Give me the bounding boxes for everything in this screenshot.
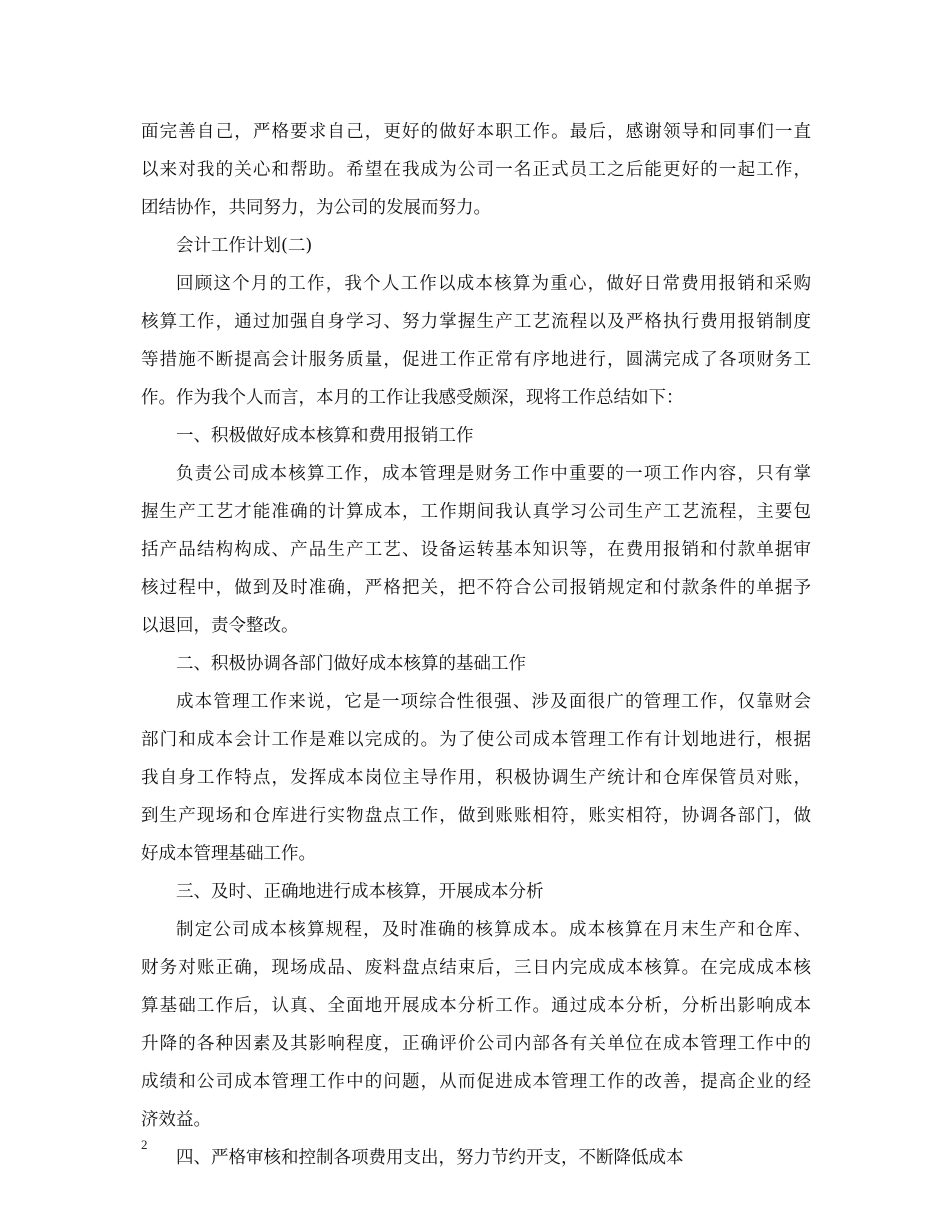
text-line: 好成本管理基础工作。: [141, 844, 316, 864]
text-line: 等措施不断提高会计服务质量，促进工作正常有序地进行，圆满完成了各项财务工: [141, 350, 811, 370]
text-line: 制定公司成本核算规程，及时准确的核算成本。成本核算在月末生产和仓库、: [176, 920, 811, 940]
text-line: 括产品结构构成、产品生产工艺、设备运转基本知识等，在费用报销和付款单据审: [141, 540, 811, 560]
text-line: 财务对账正确，现场成品、废料盘点结束后，三日内完成成本核算。在完成成本核: [141, 958, 811, 978]
text-line: 成本管理工作来说，它是一项综合性很强、涉及面很广的管理工作，仅靠财会: [176, 692, 811, 712]
text-line: 升降的各种因素及其影响程度，正确评价公司内部各有关单位在成本管理工作中的: [141, 1034, 811, 1054]
text-line: 二、积极协调各部门做好成本核算的基础工作: [176, 654, 526, 674]
text-line: 三、及时、正确地进行成本核算，开展成本分析: [176, 882, 544, 902]
text-line: 到生产现场和仓库进行实物盘点工作，做到账账相符，账实相符，协调各部门，做: [141, 806, 811, 826]
text-line: 负责公司成本核算工作，成本管理是财务工作中重要的一项工作内容，只有掌: [176, 464, 811, 484]
text-line: 握生产工艺才能准确的计算成本，工作期间我认真学习公司生产工艺流程，主要包: [141, 502, 811, 522]
text-line: 一、积极做好成本核算和费用报销工作: [176, 426, 474, 446]
text-line: 济效益。: [141, 1110, 211, 1130]
page-number: 2: [141, 1137, 148, 1152]
text-line: 核过程中，做到及时准确，严格把关，把不符合公司报销规定和付款条件的单据予: [141, 578, 811, 598]
text-line: 回顾这个月的工作，我个人工作以成本核算为重心，做好日常费用报销和采购: [176, 274, 811, 294]
text-line: 以退回，责令整改。: [141, 616, 299, 636]
text-line: 以来对我的关心和帮助。希望在我成为公司一名正式员工之后能更好的一起工作，: [141, 160, 811, 180]
document-body: [141, 113, 811, 1177]
text-line: 四、严格审核和控制各项费用支出，努力节约开支，不断降低成本: [176, 1148, 684, 1168]
text-line: 算基础工作后，认真、全面地开展成本分析工作。通过成本分析，分析出影响成本: [141, 996, 811, 1016]
text-line: 面完善自己，严格要求自己，更好的做好本职工作。最后，感谢领导和同事们一直: [141, 122, 811, 142]
text-line: 会计工作计划(二): [176, 236, 313, 256]
text-line: 成绩和公司成本管理工作中的问题，从而促进成本管理工作的改善，提高企业的经: [141, 1072, 811, 1092]
text-line: 团结协作，共同努力，为公司的发展而努力。: [141, 198, 491, 218]
text-line: 作。作为我个人而言，本月的工作让我感受颇深，现将工作总结如下：: [141, 388, 684, 408]
text-line: 核算工作，通过加强自身学习、努力掌握生产工艺流程以及严格执行费用报销制度: [141, 312, 811, 332]
text-line: 我自身工作特点，发挥成本岗位主导作用，积极协调生产统计和仓库保管员对账，: [141, 768, 811, 788]
text-line: 部门和成本会计工作是难以完成的。为了使公司成本管理工作有计划地进行，根据: [141, 730, 811, 750]
